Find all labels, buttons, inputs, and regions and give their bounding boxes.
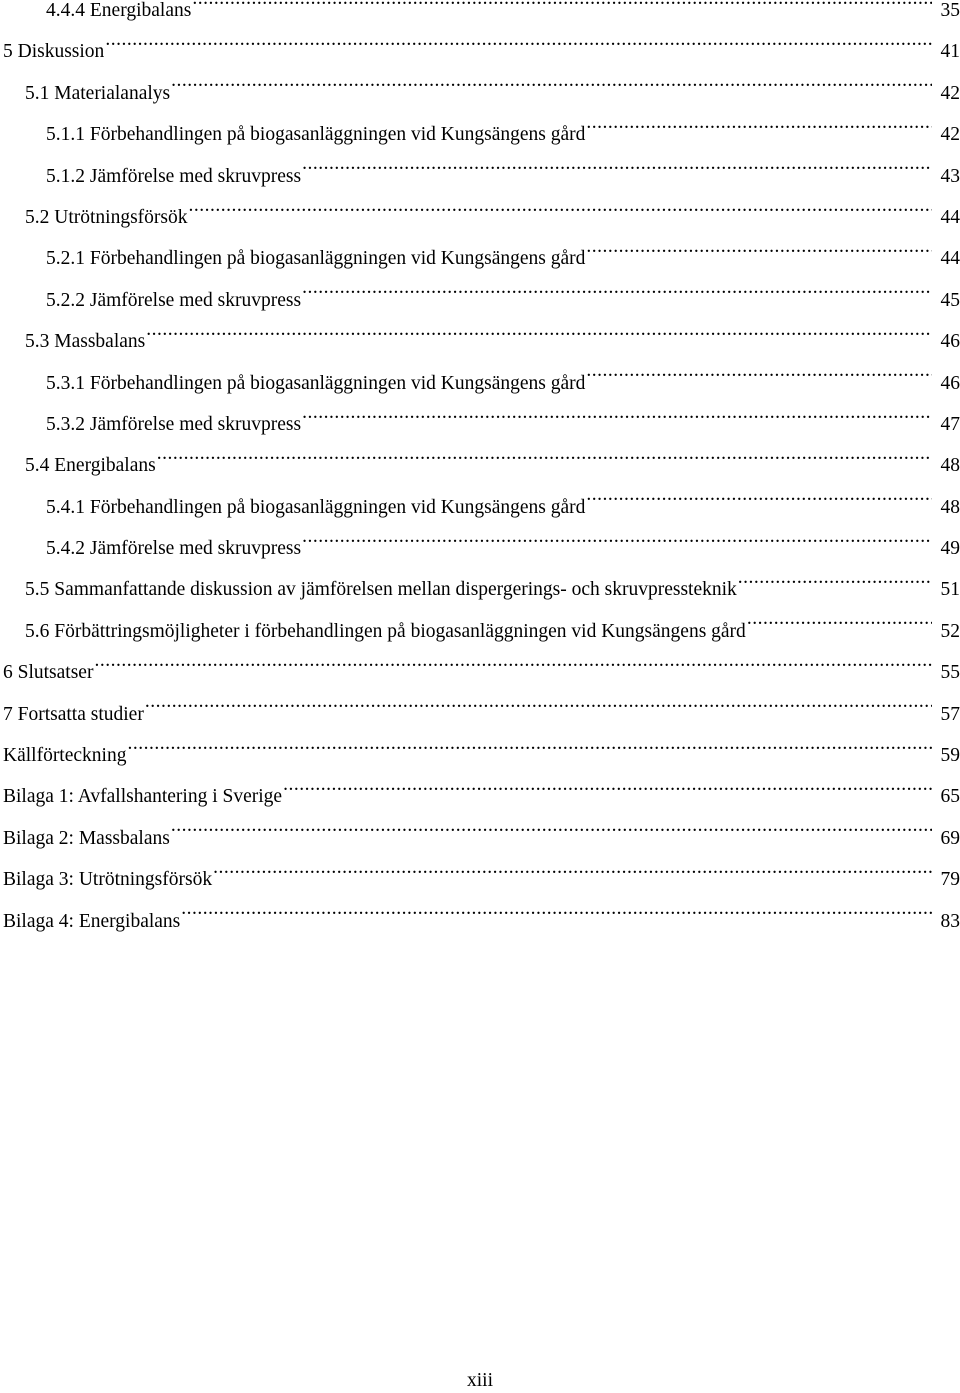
toc-entry[interactable] (0, 197, 960, 238)
toc-entry-title: 5.1.1 Förbehandlingen på biogasanläggningen vid Kungsängens gård (46, 124, 586, 146)
toc-entry-title: 5 Diskussion (3, 41, 105, 63)
toc-entry-page: 48 (940, 496, 960, 518)
toc-entry-title: Bilaga 1: Avfallshantering i Sverige (3, 786, 283, 808)
toc-entry[interactable] (0, 611, 960, 652)
toc-entry[interactable] (0, 156, 960, 197)
toc-entry[interactable] (0, 901, 960, 942)
toc-entry-title: 5.4.2 Jämförelse med skruvpress (46, 538, 302, 560)
toc-dot-leader (171, 79, 932, 99)
toc-entry-title: 7 Fortsatta studier (3, 703, 144, 725)
toc-entry[interactable] (0, 0, 960, 31)
toc-entry-title: Källförteckning (3, 745, 127, 767)
toc-entry[interactable] (0, 735, 960, 776)
toc-entry[interactable] (0, 776, 960, 817)
toc-entry-title: 5.2.1 Förbehandlingen på biogasanläggningen vid Kungsängens gård (46, 248, 586, 270)
toc-dot-leader (586, 121, 932, 141)
toc-entry-title: 5.6 Förbättringsmöjligheter i förbehandlingen på biogasanläggningen vid Kungsängens gård (25, 620, 746, 642)
toc-dot-leader (302, 410, 932, 430)
toc-dot-leader (189, 203, 933, 223)
toc-dot-leader (127, 742, 932, 762)
toc-entry-title: Bilaga 2: Massbalans (3, 827, 170, 849)
toc-entry-title: 5.3.2 Jämförelse med skruvpress (46, 413, 302, 435)
toc-entry-page: 83 (940, 910, 960, 932)
toc-entry-page: 44 (940, 248, 960, 270)
toc-dot-leader (181, 907, 932, 927)
toc-entry-page: 65 (940, 786, 960, 808)
toc-entry[interactable] (0, 31, 960, 72)
toc-entry[interactable] (0, 818, 960, 859)
toc-dot-leader (105, 38, 932, 58)
page-number: xiii (466, 1370, 493, 1391)
toc-entry[interactable] (0, 445, 960, 486)
toc-dot-leader (586, 493, 932, 513)
toc-entry-page: 41 (940, 41, 960, 63)
toc-entry-page: 43 (940, 165, 960, 187)
toc-entry-title: 5.3.1 Förbehandlingen på biogasanläggningen vid Kungsängens gård (46, 372, 586, 394)
toc-dot-leader (302, 162, 932, 182)
toc-entry-page: 52 (940, 620, 960, 642)
toc-entry[interactable] (0, 652, 960, 693)
toc-entry-title: 5.3 Massbalans (25, 331, 146, 353)
toc-entry-title: Bilaga 3: Utrötningsförsök (3, 869, 213, 891)
toc-entry-page: 79 (940, 869, 960, 891)
toc-entry-page: 69 (940, 827, 960, 849)
toc-entry-title: 5.1.2 Jämförelse med skruvpress (46, 165, 302, 187)
toc-entry-page: 46 (940, 372, 960, 394)
toc-entry[interactable] (0, 404, 960, 445)
toc-entry[interactable] (0, 280, 960, 321)
toc-entry-title: Bilaga 4: Energibalans (3, 910, 181, 932)
toc-entry-title: 5.1 Materialanalys (25, 82, 171, 104)
toc-dot-leader (738, 576, 932, 596)
toc-dot-leader (302, 286, 932, 306)
toc-entry-title: 5.5 Sammanfattande diskussion av jämförelsen mellan dispergerings- och skruvpressteknik (25, 579, 737, 601)
toc-entry[interactable] (0, 694, 960, 735)
toc-entry-page: 55 (940, 662, 960, 684)
toc-entry-title: 5.2 Utrötningsförsök (25, 206, 188, 228)
toc-dot-leader (586, 245, 932, 265)
toc-entry-title: 5.4 Energibalans (25, 455, 156, 477)
toc-entry[interactable] (0, 487, 960, 528)
toc-entry-page: 59 (940, 745, 960, 767)
toc-dot-leader (146, 328, 932, 348)
toc-entry-title: 4.4.4 Energibalans (46, 0, 192, 21)
toc-dot-leader (192, 0, 932, 16)
toc-entry[interactable] (0, 569, 960, 610)
toc-entry[interactable] (0, 73, 960, 114)
toc-dot-leader (747, 617, 932, 637)
toc-entry-page: 48 (940, 455, 960, 477)
toc-entry-page: 45 (940, 289, 960, 311)
toc-dot-leader (145, 700, 932, 720)
toc-dot-leader (213, 866, 932, 886)
toc-entry-page: 51 (940, 579, 960, 601)
toc-dot-leader (302, 535, 932, 555)
toc-dot-leader (586, 369, 932, 389)
toc-entry-page: 42 (940, 124, 960, 146)
toc-entry-title: 6 Slutsatser (3, 662, 94, 684)
toc-entry[interactable] (0, 528, 960, 569)
toc-entry[interactable] (0, 114, 960, 155)
toc-entry-page: 47 (940, 413, 960, 435)
toc-entry[interactable] (0, 859, 960, 900)
toc-entry-title: 5.2.2 Jämförelse med skruvpress (46, 289, 302, 311)
toc-entry[interactable] (0, 321, 960, 362)
toc-entry[interactable] (0, 363, 960, 404)
toc-entry[interactable] (0, 238, 960, 279)
toc-entry-page: 57 (940, 703, 960, 725)
toc-dot-leader (283, 783, 932, 803)
toc-dot-leader (157, 452, 932, 472)
toc-entry-page: 35 (940, 0, 960, 21)
toc-entry-page: 44 (940, 206, 960, 228)
toc-entry-page: 42 (940, 82, 960, 104)
toc-dot-leader (171, 824, 932, 844)
toc-entry-page: 49 (940, 538, 960, 560)
toc-dot-leader (94, 659, 932, 679)
toc-entry-title: 5.4.1 Förbehandlingen på biogasanläggningen vid Kungsängens gård (46, 496, 586, 518)
toc-entry-page: 46 (940, 331, 960, 353)
